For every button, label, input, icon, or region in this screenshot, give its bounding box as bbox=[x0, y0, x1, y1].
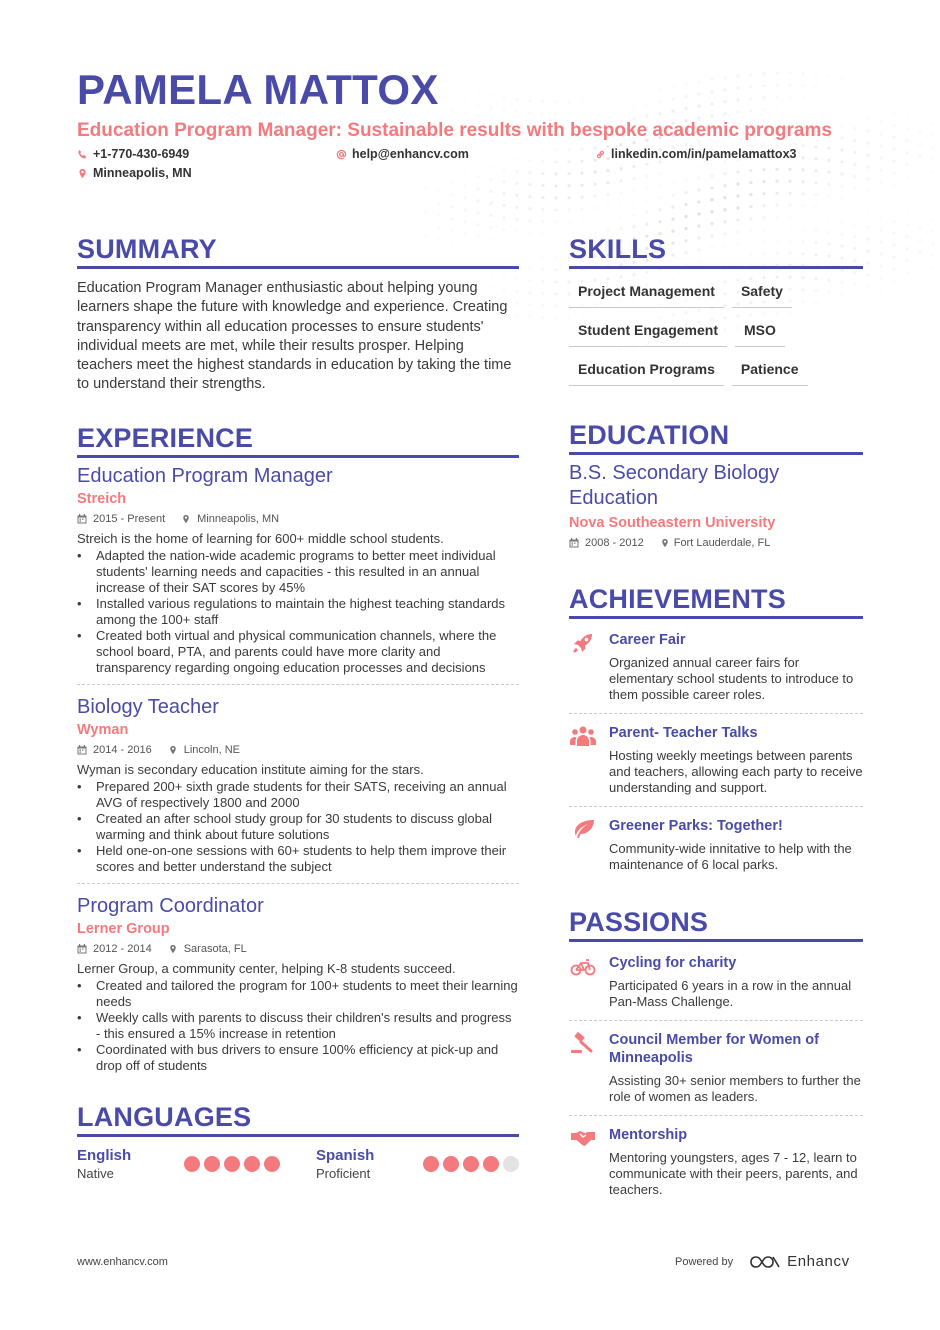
language-level: Proficient bbox=[316, 1165, 371, 1181]
achievement-description: Hosting weekly meetings between parents and teachers, allowing each party to receive understanding and support. bbox=[609, 748, 863, 795]
summary-heading: SUMMARY bbox=[77, 232, 519, 269]
languages-section bbox=[77, 1100, 519, 1182]
location-pin-icon bbox=[77, 168, 88, 179]
job-meta bbox=[77, 741, 519, 759]
location-pin-icon bbox=[168, 944, 178, 954]
job-bullet: • Created and tailored the program for 100+ students to meet their learning needs bbox=[77, 978, 519, 1010]
achievement-title: Career Fair bbox=[609, 632, 686, 648]
job-title: Education Program Manager bbox=[77, 464, 333, 487]
experience-heading: EXPERIENCE bbox=[77, 421, 519, 458]
calendar-icon bbox=[77, 514, 87, 524]
education-location: Fort Lauderdale, FL bbox=[673, 537, 771, 549]
company-name: Streich bbox=[77, 490, 127, 507]
job-location: Sarasota, FL bbox=[183, 942, 247, 955]
powered-by-label: Powered by bbox=[675, 1255, 734, 1268]
achievement-item bbox=[569, 621, 863, 713]
language-rating bbox=[423, 1156, 519, 1172]
job-achievements bbox=[77, 978, 519, 1074]
job-bullet: • Held one-on-one sessions with 60+ students to help them improve their scores and better understand the subject bbox=[77, 843, 519, 875]
location-pin-icon bbox=[168, 745, 178, 755]
rating-dot bbox=[483, 1156, 499, 1172]
footer-website[interactable]: www.enhancv.com bbox=[77, 1256, 168, 1268]
linkedin-text: linkedin.com/in/pamelamattox3 bbox=[611, 147, 797, 161]
contact-location bbox=[77, 166, 192, 180]
passions-section bbox=[569, 905, 863, 1208]
language-level: Native bbox=[77, 1165, 114, 1181]
languages-heading: LANGUAGES bbox=[77, 1100, 519, 1137]
language-name: English bbox=[77, 1146, 132, 1164]
skill-tag: MSO bbox=[735, 314, 785, 347]
job-meta bbox=[77, 940, 519, 958]
location-text: Minneapolis, MN bbox=[93, 166, 192, 180]
experience-entry bbox=[77, 464, 519, 684]
language-rating bbox=[184, 1156, 280, 1172]
rating-dot bbox=[423, 1156, 439, 1172]
experience-entry bbox=[77, 883, 519, 1082]
contact-phone[interactable] bbox=[77, 147, 189, 161]
bicycle-icon bbox=[570, 955, 596, 977]
link-icon bbox=[595, 149, 606, 160]
gavel-icon bbox=[570, 1032, 596, 1054]
company-description: Streich is the home of learning for 600+ middle school students. bbox=[77, 530, 444, 546]
location-pin-icon bbox=[660, 538, 670, 548]
job-bullet: • Weekly calls with parents to discuss their children's results and progress - this ensured a 15% increase in retention bbox=[77, 1010, 519, 1042]
school-name: Nova Southeastern University bbox=[569, 515, 776, 531]
summary-text: Education Program Manager enthusiastic about helping young learners shape the future with knowledge and experience. Creating transparency within all education processes to ensure students' individual meets are met, while their results prosper. Helping teachers meet the highest standards in education by taking the time to understand their strengths. bbox=[77, 280, 512, 393]
language-list bbox=[77, 1147, 519, 1182]
passion-description: Assisting 30+ senior members to further the role of women as leaders. bbox=[609, 1073, 861, 1104]
skill-list bbox=[569, 275, 863, 392]
passion-item bbox=[569, 1020, 863, 1115]
handshake-icon bbox=[570, 1127, 596, 1149]
education-section bbox=[569, 418, 863, 552]
contact-info bbox=[77, 147, 867, 187]
passion-item bbox=[569, 944, 863, 1020]
job-dates: 2012 - 2014 bbox=[93, 942, 152, 955]
skill-tag: Safety bbox=[732, 275, 792, 308]
language-name: Spanish bbox=[316, 1146, 375, 1164]
achievement-description: Organized annual career fairs for elementary school students to introduce to them possible career roles. bbox=[609, 655, 854, 702]
contact-email[interactable] bbox=[336, 147, 469, 161]
job-dates: 2015 - Present bbox=[93, 512, 166, 525]
job-bullet: • Created both virtual and physical communication channels, where the school board, PTA, and parents could have more clarity and transparency regarding ongoing education processes and decisions bbox=[77, 628, 519, 676]
skills-section bbox=[569, 232, 863, 392]
achievement-title: Greener Parks: Together! bbox=[609, 818, 783, 834]
rating-dot bbox=[184, 1156, 200, 1172]
enhancv-logo[interactable] bbox=[749, 1253, 850, 1270]
skill-tag: Student Engagement bbox=[569, 314, 727, 347]
job-bullet: • Prepared 200+ sixth grade students for their SATS, receiving an annual AVG of respectively 1800 and 2000 bbox=[77, 779, 519, 811]
passion-description: Participated 6 years in a row in the annual Pan-Mass Challenge. bbox=[609, 978, 852, 1009]
skill-tag: Education Programs bbox=[569, 353, 724, 386]
rocket-icon bbox=[570, 632, 596, 654]
achievements-section bbox=[569, 582, 863, 883]
summary-section bbox=[77, 232, 519, 395]
job-bullet: • Installed various regulations to maintain the highest teaching standards among the 100+ staff bbox=[77, 596, 519, 628]
skill-tag: Patience bbox=[732, 353, 808, 386]
enhancv-logo-text: Enhancv bbox=[787, 1253, 850, 1270]
email-text: help@enhancv.com bbox=[352, 147, 469, 161]
achievements-heading: ACHIEVEMENTS bbox=[569, 582, 863, 619]
company-description: Lerner Group, a community center, helping K-8 students succeed. bbox=[77, 960, 456, 976]
leaf-icon bbox=[570, 818, 596, 840]
phone-text: +1-770-430-6949 bbox=[93, 147, 190, 161]
language-item bbox=[77, 1147, 280, 1182]
passion-title: Cycling for charity bbox=[609, 955, 737, 971]
achievement-item bbox=[569, 713, 863, 806]
job-bullet: • Coordinated with bus drivers to ensure 100% efficiency at pick-up and drop off of students bbox=[77, 1042, 519, 1074]
phone-icon bbox=[77, 149, 88, 160]
job-location: Minneapolis, MN bbox=[197, 512, 280, 525]
calendar-icon bbox=[569, 538, 579, 548]
rating-dot bbox=[503, 1156, 519, 1172]
rating-dot bbox=[244, 1156, 260, 1172]
rating-dot bbox=[463, 1156, 479, 1172]
job-location: Lincoln, NE bbox=[183, 743, 240, 756]
candidate-tagline: Education Program Manager: Sustainable results with bespoke academic programs bbox=[77, 120, 832, 141]
job-title: Biology Teacher bbox=[77, 695, 219, 718]
footer-branding bbox=[675, 1253, 850, 1270]
job-dates: 2014 - 2016 bbox=[93, 743, 152, 756]
rating-dot bbox=[224, 1156, 240, 1172]
company-name: Wyman bbox=[77, 721, 129, 738]
experience-entry bbox=[77, 684, 519, 883]
job-bullet: • Adapted the nation-wide academic programs to better meet individual students' learning needs and capacities - this resulted in an annual increase of their SAT scores by 45% bbox=[77, 548, 519, 596]
passion-title: Council Member for Women of Minneapolis bbox=[609, 1032, 819, 1066]
achievement-description: Community-wide innitative to help with the maintenance of 6 local parks. bbox=[609, 841, 852, 872]
company-name: Lerner Group bbox=[77, 920, 170, 937]
calendar-icon bbox=[77, 745, 87, 755]
job-title: Program Coordinator bbox=[77, 894, 264, 917]
skills-heading: SKILLS bbox=[569, 232, 863, 269]
right-column bbox=[569, 232, 863, 1208]
education-dates: 2008 - 2012 bbox=[585, 537, 644, 549]
enhancv-logo-icon bbox=[749, 1254, 781, 1270]
achievement-title: Parent- Teacher Talks bbox=[609, 725, 758, 741]
people-icon bbox=[570, 725, 596, 747]
left-column bbox=[77, 232, 519, 1182]
job-meta bbox=[77, 510, 519, 528]
candidate-name: PAMELA MATTOX bbox=[77, 66, 439, 113]
job-bullet: • Created an after school study group for 30 students to discuss global warming and think about future solutions bbox=[77, 811, 519, 843]
education-heading: EDUCATION bbox=[569, 418, 863, 455]
contact-linkedin[interactable] bbox=[595, 147, 796, 161]
rating-dot bbox=[264, 1156, 280, 1172]
job-achievements bbox=[77, 779, 519, 875]
achievement-item bbox=[569, 806, 863, 883]
at-icon bbox=[336, 149, 347, 160]
rating-dot bbox=[204, 1156, 220, 1172]
passion-description: Mentoring youngsters, ages 7 - 12, learn to communicate with their peers, parents, and teachers. bbox=[609, 1150, 858, 1197]
company-description: Wyman is secondary education institute aiming for the stars. bbox=[77, 761, 424, 777]
passion-title: Mentorship bbox=[609, 1127, 688, 1143]
language-item bbox=[316, 1147, 519, 1182]
passions-heading: PASSIONS bbox=[569, 905, 863, 942]
calendar-icon bbox=[77, 944, 87, 954]
resume-header bbox=[77, 66, 867, 187]
experience-section bbox=[77, 421, 519, 1082]
rating-dot bbox=[443, 1156, 459, 1172]
education-meta bbox=[569, 534, 863, 552]
skill-tag: Project Management bbox=[569, 275, 724, 308]
degree-title: B.S. Secondary Biology Education bbox=[569, 462, 780, 509]
job-achievements bbox=[77, 548, 519, 676]
passion-item bbox=[569, 1115, 863, 1208]
location-pin-icon bbox=[181, 514, 191, 524]
